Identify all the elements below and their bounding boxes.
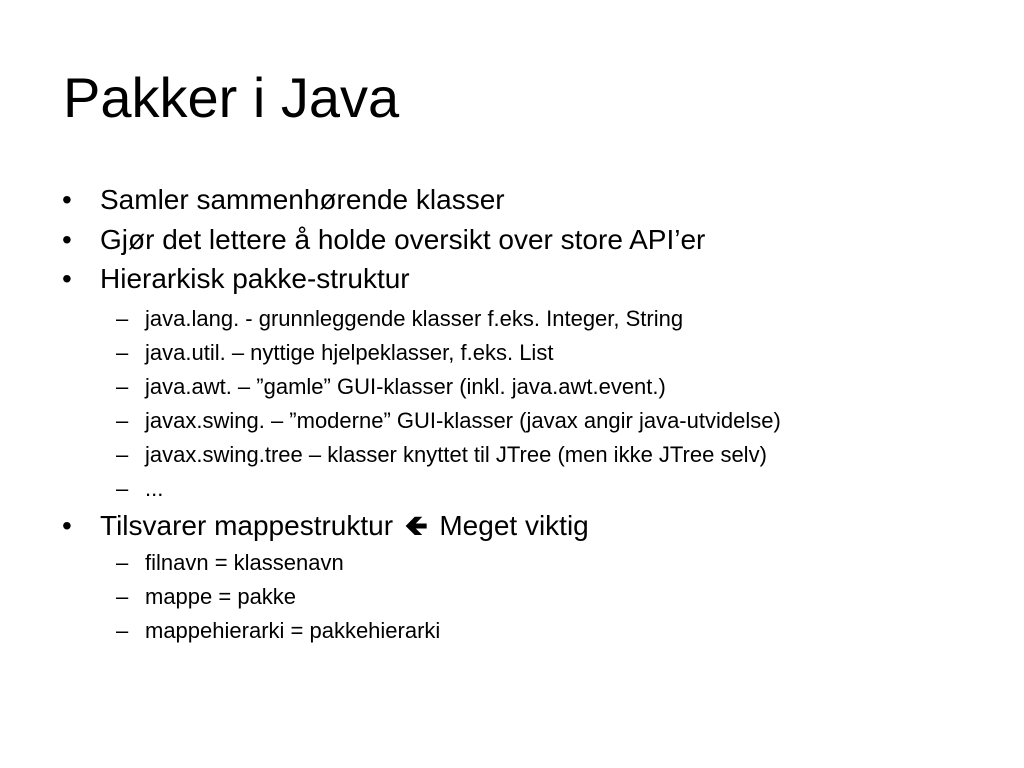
bullet-marker: • <box>62 224 72 255</box>
dash-marker: – <box>116 618 129 643</box>
dash-marker: – <box>116 584 129 609</box>
sub-item-text: filnavn = klassenavn <box>145 550 344 575</box>
sub-item-text: javax.swing.tree – klasser knyttet til JTree (men ikke JTree selv) <box>145 442 767 467</box>
bullet-marker: • <box>62 510 72 541</box>
dash-marker: – <box>116 408 129 433</box>
bullet-text: Gjør det lettere å holde oversikt over store API’er <box>100 224 706 255</box>
sub-item-text: java.awt. – ”gamle” GUI-klasser (inkl. java.awt.event.) <box>145 374 666 399</box>
sub-item-text: java.util. – nyttige hjelpeklasser, f.eks. List <box>145 340 554 365</box>
dash-marker: – <box>116 476 129 501</box>
bullet-text <box>100 506 589 546</box>
left-arrow-icon: 🡸 <box>404 510 428 541</box>
dash-marker: – <box>116 374 129 399</box>
dash-marker: – <box>116 550 129 575</box>
sub-item-text: ... <box>145 476 164 501</box>
slide-title: Pakker i Java <box>63 66 400 129</box>
bullet-text-before-arrow: Tilsvarer mappestruktur <box>100 510 394 541</box>
bullet-text: Hierarkisk pakke-struktur <box>100 263 410 294</box>
dash-marker: – <box>116 340 129 365</box>
bullet-text: Samler sammenhørende klasser <box>100 184 505 215</box>
bullet-text-after-arrow: Meget viktig <box>439 510 589 541</box>
dash-marker: – <box>116 442 129 467</box>
dash-marker: – <box>116 306 129 331</box>
sub-item-text: mappehierarki = pakkehierarki <box>145 618 441 643</box>
bullet-marker: • <box>62 263 72 294</box>
sub-item-text: mappe = pakke <box>145 584 297 609</box>
sub-item-text: java.lang. - grunnleggende klasser f.eks. Integer, String <box>145 306 684 331</box>
bullet-marker: • <box>62 184 72 215</box>
sub-item-text: javax.swing. – ”moderne” GUI-klasser (javax angir java-utvidelse) <box>145 408 781 433</box>
